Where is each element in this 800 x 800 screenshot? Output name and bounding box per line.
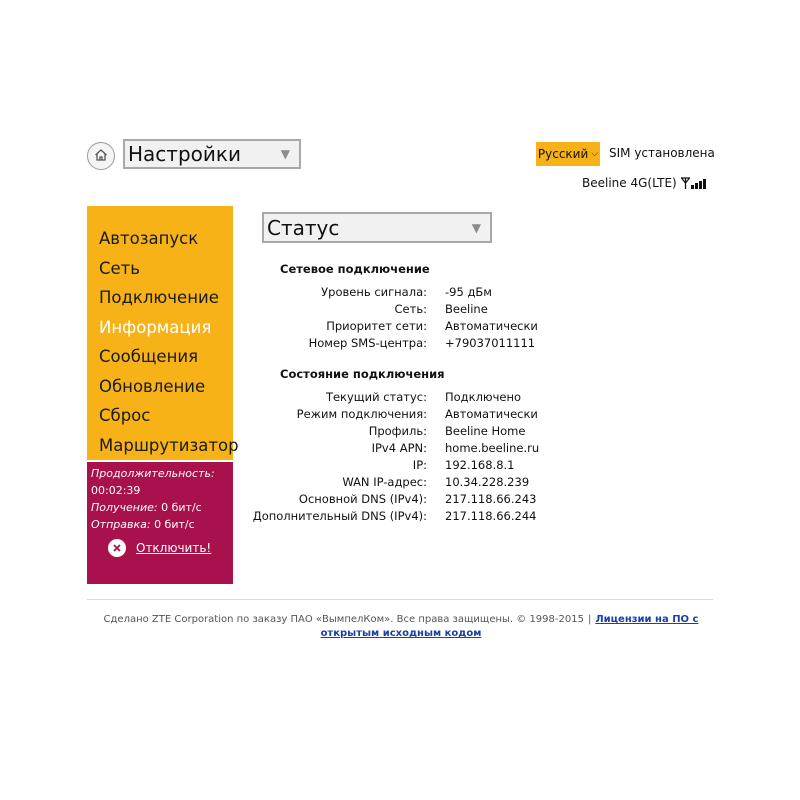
info-label: Номер SMS-центра: (308, 336, 427, 350)
signal-strength-icon (681, 177, 706, 189)
sidebar-item-autostart[interactable]: Автозапуск (99, 229, 199, 248)
info-label: Приоритет сети: (326, 319, 427, 333)
sidebar-item-reset[interactable]: Сброс (99, 406, 151, 425)
info-row (240, 492, 660, 509)
info-label: IPv4 APN: (371, 441, 427, 455)
sidebar-item-router[interactable]: Маршрутизатор (99, 435, 239, 455)
operator-name: Beeline 4G(LTE) (582, 176, 677, 190)
info-label: Текущий статус: (325, 390, 427, 404)
info-value: Автоматически (445, 407, 538, 421)
sidebar-item-messages[interactable]: Сообщения (99, 347, 199, 366)
info-label: Дополнительный DNS (IPv4): (252, 509, 427, 523)
info-label: Сеть: (394, 302, 427, 316)
send-label: Отправка: (91, 518, 151, 531)
info-value: 217.118.66.244 (445, 509, 537, 523)
info-value: Beeline Home (445, 424, 526, 438)
network-section-title: Сетевое подключение (280, 262, 430, 276)
footer-divider (87, 599, 713, 600)
footer (88, 613, 714, 641)
receive-label: Получение: (91, 501, 158, 514)
network-indicator (582, 176, 706, 190)
language-select[interactable] (536, 142, 600, 166)
info-value: +79037011111 (445, 336, 536, 350)
receive-value: 0 бит/с (161, 501, 202, 514)
sidebar-item-update[interactable]: Обновление (99, 376, 206, 396)
language-label: Русский (537, 147, 589, 161)
info-row (240, 390, 660, 407)
info-row (240, 441, 660, 458)
settings-select[interactable] (123, 139, 301, 169)
info-row (240, 475, 660, 492)
info-row (240, 509, 660, 526)
info-value: 217.118.66.243 (445, 492, 537, 506)
dropdown-arrow-icon: ▼ (471, 220, 481, 235)
info-value: Beeline (445, 302, 488, 316)
chevron-down-icon: ⌵ (591, 149, 599, 159)
status-select-value: Статус (267, 215, 340, 240)
connection-stats-panel (87, 462, 233, 584)
sidebar-item-information[interactable]: Информация (99, 317, 212, 337)
info-row (240, 424, 660, 441)
info-value: Автоматически (445, 319, 538, 333)
info-label: IP: (412, 458, 427, 472)
info-label: WAN IP-адрес: (342, 475, 427, 489)
info-value: 192.168.8.1 (445, 458, 515, 472)
sidebar-menu (87, 206, 239, 460)
info-value: 10.34.228.239 (445, 475, 530, 489)
info-value: home.beeline.ru (445, 441, 540, 455)
sim-status: SIM установлена (609, 146, 715, 160)
info-row (240, 458, 660, 475)
info-row (240, 407, 660, 424)
footer-separator: | (587, 614, 592, 625)
close-icon (108, 539, 126, 557)
dropdown-arrow-icon: ▼ (280, 147, 290, 161)
info-row (240, 336, 660, 353)
info-row (240, 285, 660, 302)
home-button[interactable] (87, 142, 115, 170)
sidebar-item-connection[interactable]: Подключение (99, 288, 219, 307)
connection-section-title: Состояние подключения (280, 367, 445, 381)
duration-label: Продолжительность: (91, 467, 215, 480)
home-icon (94, 147, 108, 166)
info-label: Режим подключения: (296, 407, 427, 421)
sidebar-item-network[interactable]: Сеть (99, 258, 141, 278)
info-row (240, 302, 660, 319)
disconnect-button[interactable] (108, 539, 211, 557)
footer-copyright: Сделано ZTE Corporation по заказу ПАО «ВымпелКом». Все права защищены. © 1998-2015 (103, 614, 584, 625)
info-label: Профиль: (368, 424, 427, 438)
settings-select-value: Настройки (128, 142, 241, 166)
send-value: 0 бит/с (154, 518, 195, 531)
info-label: Основной DNS (IPv4): (298, 492, 427, 506)
status-select[interactable] (262, 212, 492, 243)
info-label: Уровень сигнала: (321, 285, 427, 299)
info-value: Подключено (445, 390, 522, 404)
info-value: -95 дБм (445, 285, 492, 299)
license-link[interactable]: Лицензии на ПО с открытым исходным кодом (320, 614, 699, 639)
info-row (240, 319, 660, 336)
disconnect-label: Отключить! (136, 541, 212, 555)
duration-value: 00:02:39 (91, 484, 141, 497)
